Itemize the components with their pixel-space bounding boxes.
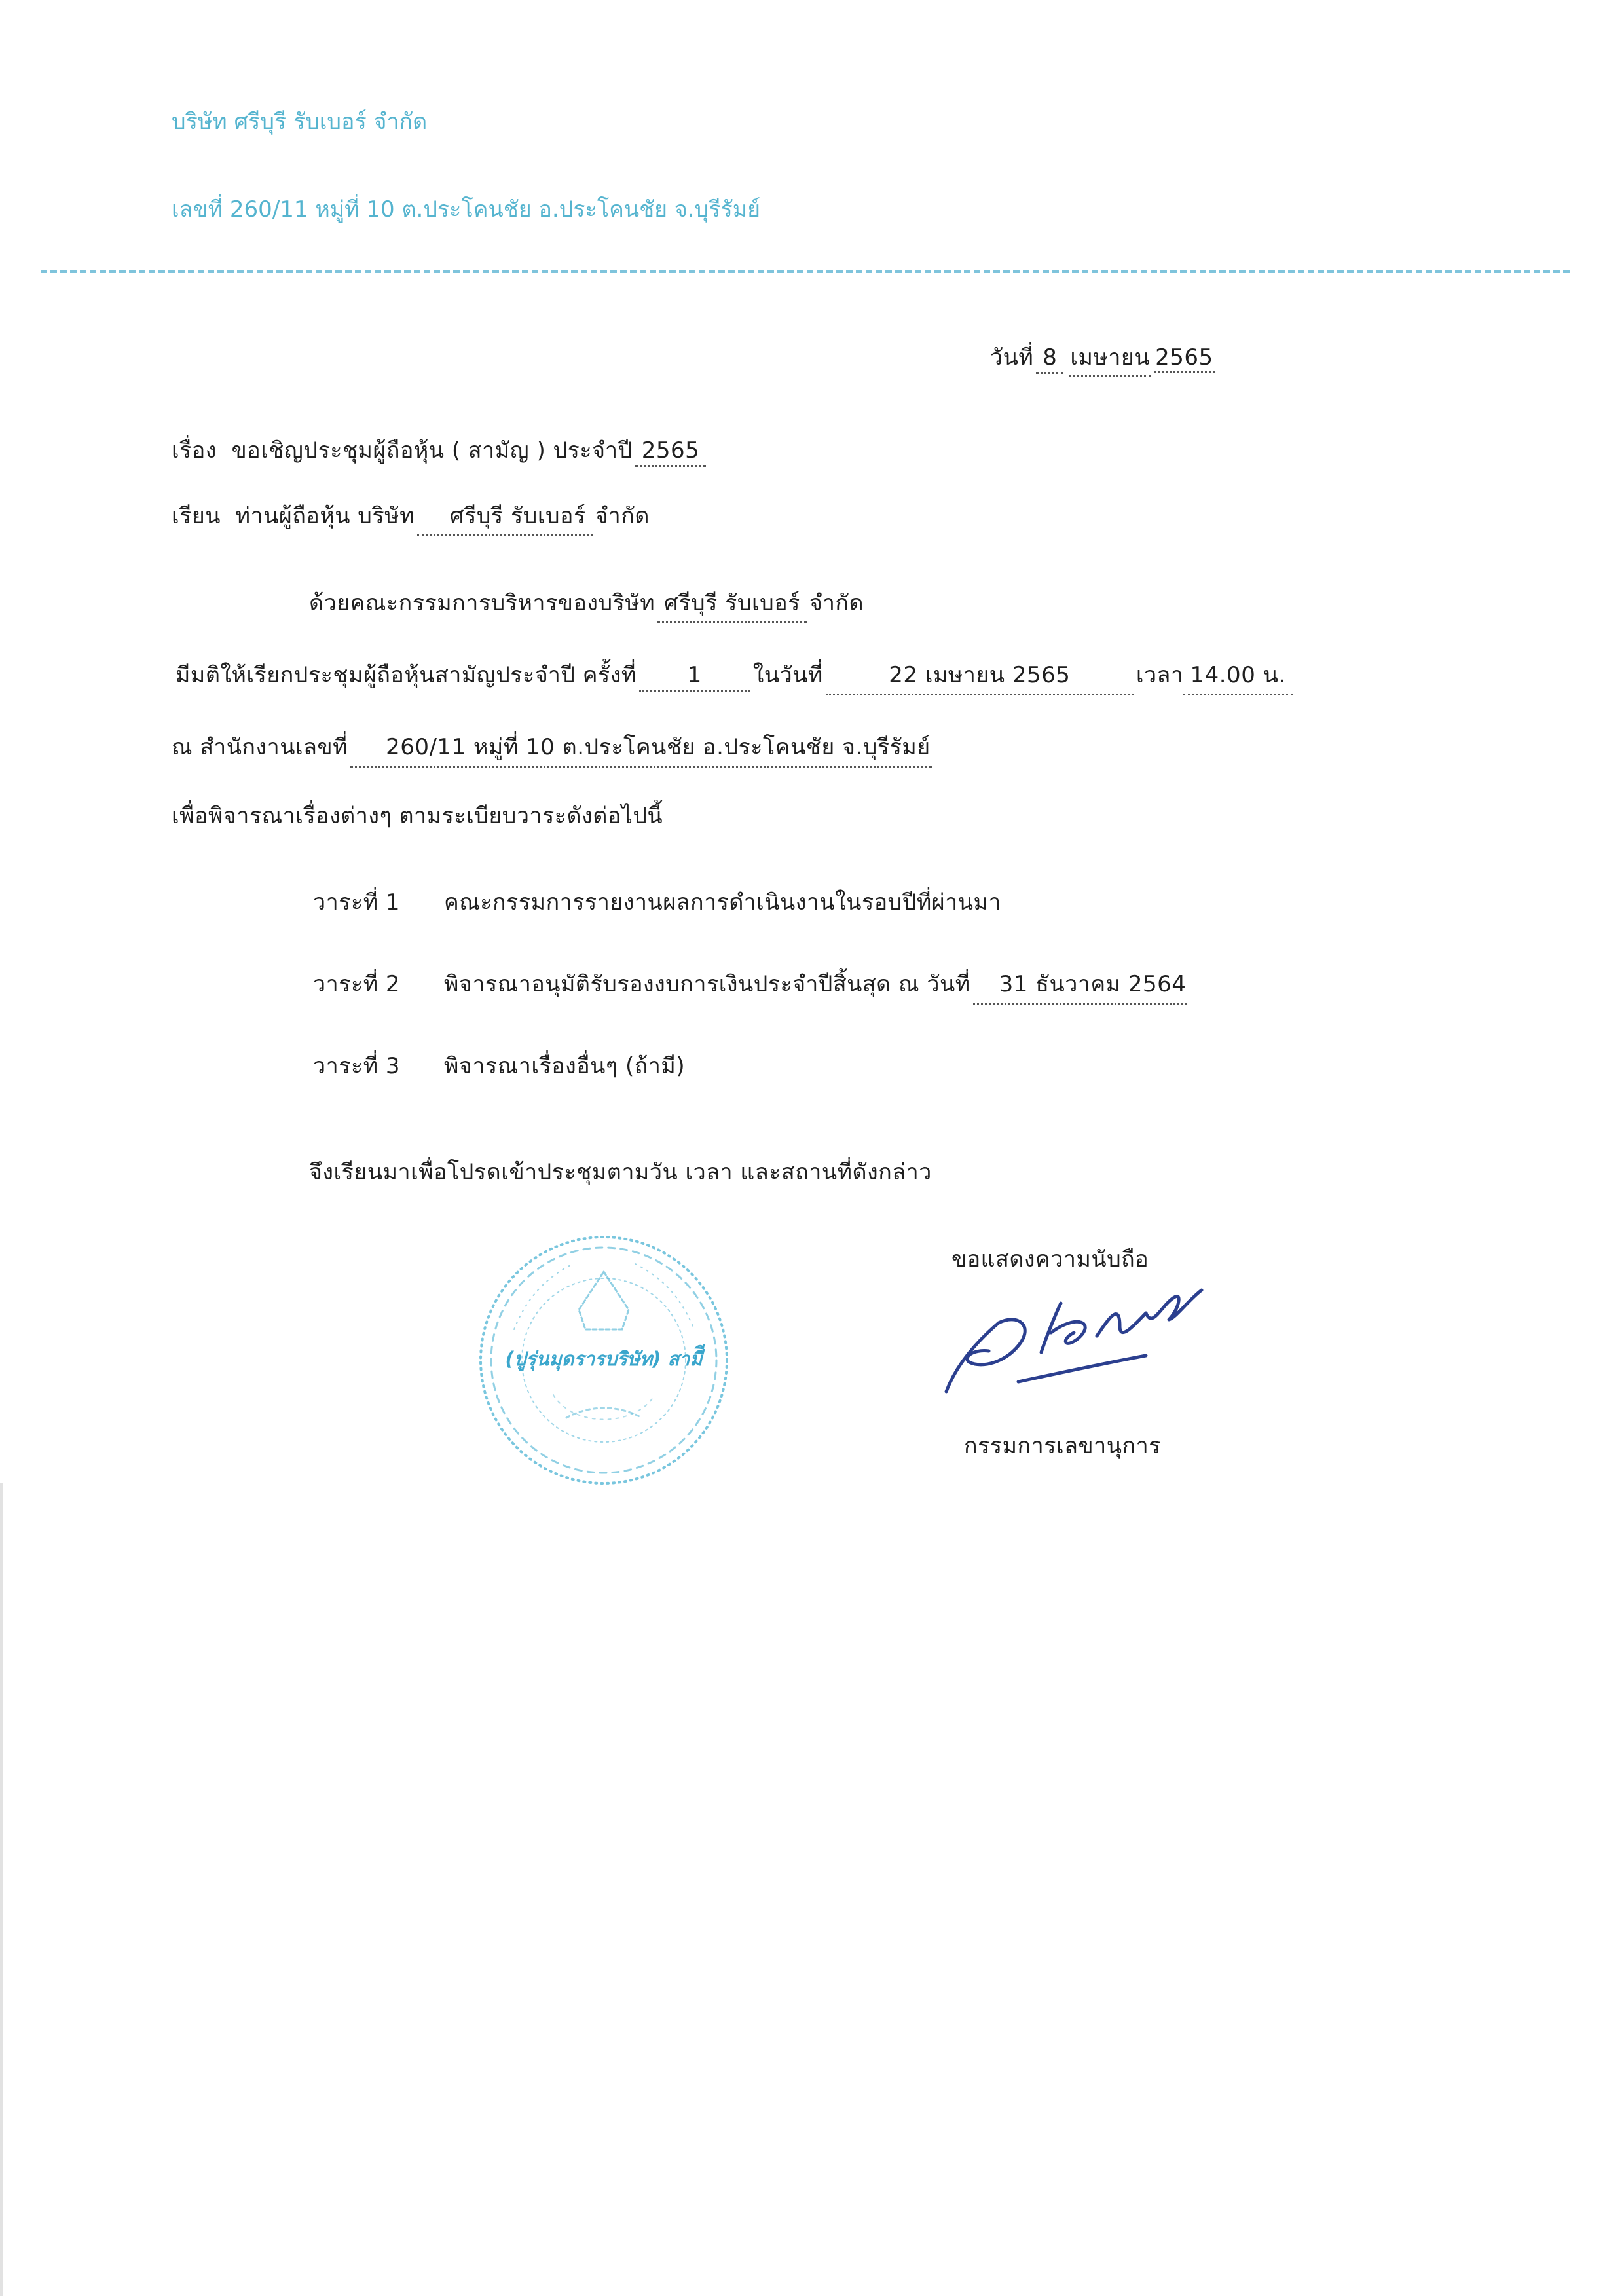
body-line-3 bbox=[172, 729, 934, 768]
date-month: เมษายน bbox=[1069, 339, 1151, 377]
recipient-suffix: จำกัด bbox=[595, 503, 650, 529]
date-prefix: วันที่ bbox=[990, 344, 1034, 371]
recipient-label: เรียน bbox=[172, 503, 221, 529]
agenda-fill: 31 ธันวาคม 2564 bbox=[973, 966, 1188, 1005]
company-address-header: เลขที่ 260/11 หมู่ที่ 10 ต.ประโคนชัย อ.ประโคนชัย จ.บุรีรัมย์ bbox=[172, 196, 761, 223]
meeting-number: 1 bbox=[639, 662, 750, 692]
agenda-text: พิจารณาเรื่องอื่นๆ (ถ้ามี) bbox=[444, 1053, 686, 1079]
body-line-1 bbox=[309, 585, 864, 623]
body-line-4: เพื่อพิจารณาเรื่องต่างๆ ตามระเบียบวาระดังต่อไปนี้ bbox=[172, 803, 663, 829]
signatory-title: กรรมการเลขานุการ bbox=[964, 1433, 1161, 1459]
meeting-date: 22 เมษายน 2565 bbox=[826, 657, 1134, 695]
company-seal bbox=[475, 1231, 733, 1490]
body-line1-suffix: จำกัด bbox=[809, 590, 864, 616]
body-line2-date-label: ในวันที่ bbox=[752, 662, 823, 688]
agenda-label: วาระที่ 3 bbox=[313, 1053, 401, 1079]
letter-date bbox=[990, 339, 1217, 377]
scan-edge-shadow bbox=[0, 1483, 3, 2296]
subject-line bbox=[172, 432, 709, 468]
agenda-label: วาระที่ 1 bbox=[313, 889, 401, 916]
date-day: 8 bbox=[1036, 344, 1063, 374]
meeting-time: 14.00 น. bbox=[1183, 657, 1292, 695]
regards-text: ขอแสดงความนับถือ bbox=[951, 1246, 1149, 1272]
body-line2-time-label: เวลา bbox=[1135, 662, 1184, 688]
closing-text: จึงเรียนมาเพื่อโปรดเข้าประชุมตามวัน เวลา และสถานที่ดังกล่าว bbox=[309, 1159, 932, 1185]
recipient-text: ท่านผู้ถือหุ้น บริษัท bbox=[235, 503, 415, 529]
agenda-item bbox=[313, 884, 1001, 919]
handwritten-signature bbox=[920, 1241, 1261, 1411]
header-divider bbox=[41, 270, 1570, 273]
recipient-company: ศรีบุรี รับเบอร์ bbox=[417, 498, 593, 536]
subject-label: เรื่อง bbox=[172, 437, 217, 464]
seal-text: (ปูรุ่นมุดรารบริษัท) สามีี bbox=[505, 1348, 703, 1370]
body-line1-prefix: ด้วยคณะกรรมการบริหารของบริษัท bbox=[309, 590, 655, 616]
subject-year: 2565 bbox=[635, 437, 707, 467]
agenda-text: คณะกรรมการรายงานผลการดำเนินงานในรอบปีที่ผ่านมา bbox=[444, 889, 1001, 916]
body-line1-company: ศรีบุรี รับเบอร์ bbox=[657, 585, 807, 623]
meeting-place: 260/11 หมู่ที่ 10 ต.ประโคนชัย อ.ประโคนชัย จ.บุรีรัมย์ bbox=[350, 729, 932, 768]
body-line3-prefix: ณ สำนักงานเลขที่ bbox=[172, 734, 348, 760]
recipient-line bbox=[172, 498, 650, 536]
body-line-2 bbox=[175, 657, 1295, 695]
agenda-label: วาระที่ 2 bbox=[313, 971, 401, 997]
agenda-text: พิจารณาอนุมัติรับรองงบการเงินประจำปีสิ้นสุด ณ วันที่ bbox=[444, 971, 970, 997]
date-year: 2565 bbox=[1154, 344, 1215, 373]
company-name-header: บริษัท ศรีบุรี รับเบอร์ จำกัด bbox=[172, 109, 428, 135]
agenda-item bbox=[313, 966, 1190, 1005]
agenda-item bbox=[313, 1048, 685, 1083]
subject-text: ขอเชิญประชุมผู้ถือหุ้น ( สามัญ ) ประจำปี bbox=[231, 437, 633, 464]
body-line2-prefix: มีมติให้เรียกประชุมผู้ถือหุ้นสามัญประจำปี ครั้งที่ bbox=[175, 662, 637, 688]
